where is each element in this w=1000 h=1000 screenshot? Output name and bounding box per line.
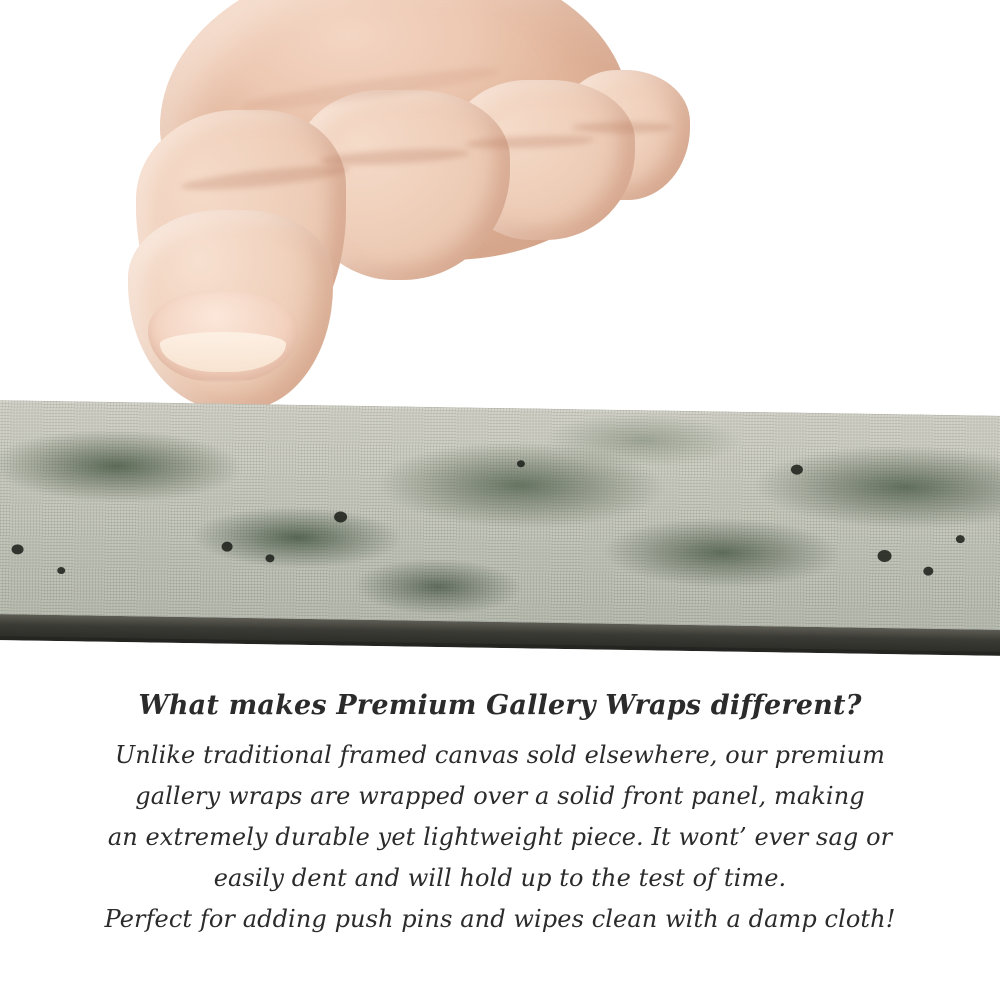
canvas-speck	[956, 535, 965, 543]
canvas-speck	[222, 542, 233, 552]
caption-headline: What makes Premium Gallery Wraps different?	[138, 690, 862, 721]
canvas-speck	[11, 544, 23, 554]
canvas-speck	[877, 550, 891, 562]
canvas-speck	[265, 554, 274, 562]
canvas-speck	[334, 511, 347, 522]
canvas-speck	[517, 460, 525, 467]
caption-line: Perfect for adding push pins and wipes clean with a damp cloth!	[104, 905, 896, 933]
canvas-edge	[0, 400, 1000, 656]
canvas-printed-surface	[0, 400, 1000, 630]
hand-illustration	[120, 0, 660, 430]
canvas-speck	[791, 465, 803, 475]
caption-line: gallery wraps are wrapped over a solid front panel, making	[135, 782, 865, 810]
caption-line: Unlike traditional framed canvas sold elsewhere, our premium	[114, 741, 885, 769]
canvas-speck	[57, 567, 65, 574]
caption-block	[0, 690, 1000, 940]
canvas-speck	[923, 567, 933, 576]
caption-line: an extremely durable yet lightweight piece. It wont’ ever sag or	[107, 823, 893, 851]
caption-line: easily dent and will hold up to the test of time.	[213, 864, 787, 892]
knuckle-crease	[572, 122, 672, 133]
